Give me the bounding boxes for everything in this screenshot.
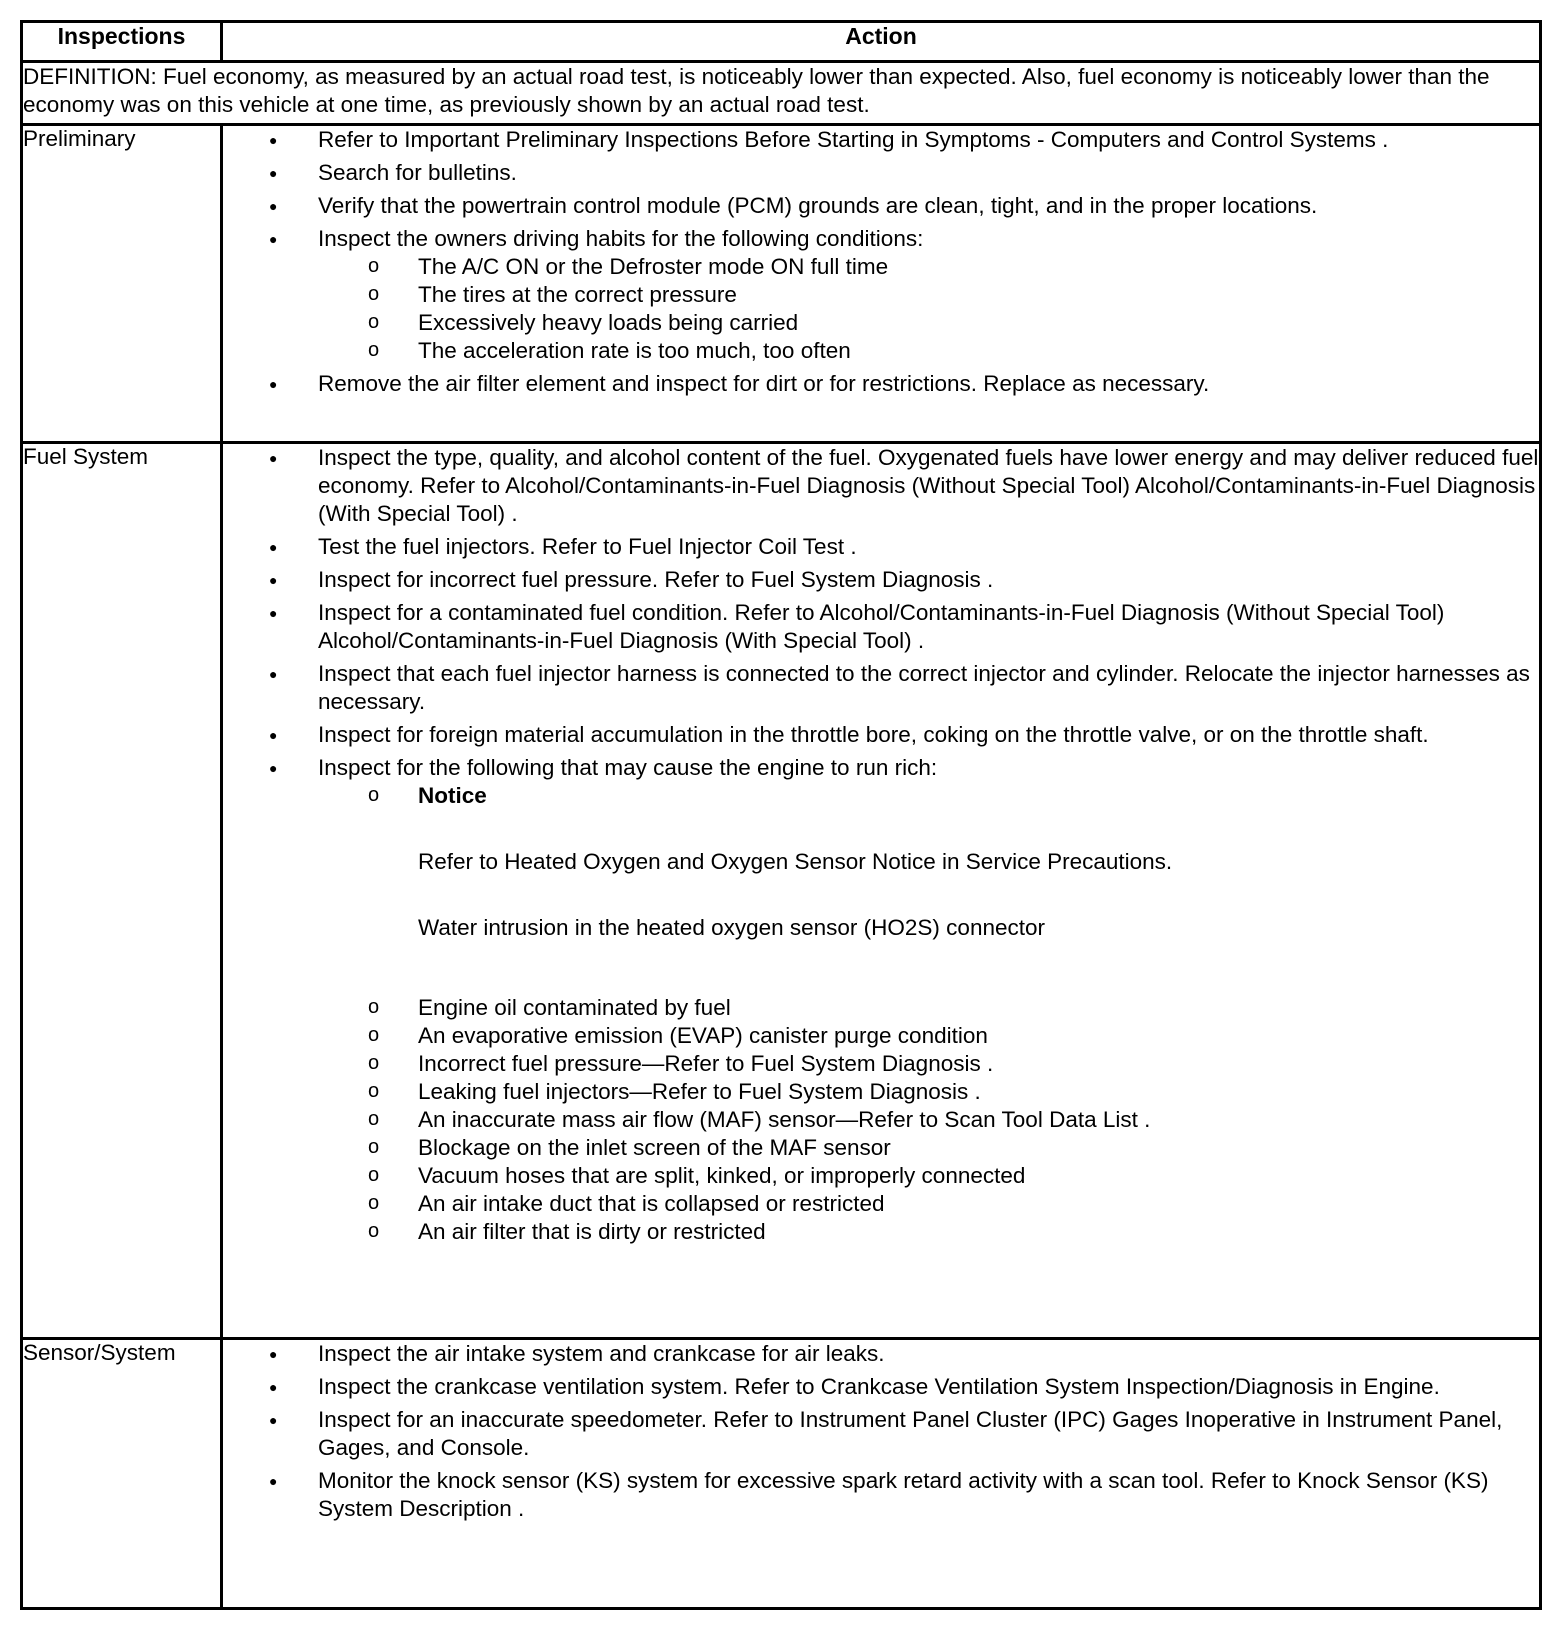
list-item: ● Inspect that each fuel injector harness is connected to the correct injector and cylinder. Relocate the injector harnesses as necessary. — [318, 660, 1539, 716]
sub-list-item: o Vacuum hoses that are split, kinked, or improperly connected — [418, 1162, 1539, 1190]
notice-condition: Water intrusion in the heated oxygen sensor (HO2S) connector — [418, 915, 1045, 940]
sub-list-item: o The A/C ON or the Defroster mode ON full time — [418, 253, 1539, 281]
sub-list — [318, 253, 1539, 365]
sub-list-item: o An air intake duct that is collapsed or restricted — [418, 1190, 1539, 1218]
sub-list-item: o Incorrect fuel pressure—Refer to Fuel System Diagnosis . — [418, 1050, 1539, 1078]
sub-list-item: o An evaporative emission (EVAP) canister purge condition — [418, 1022, 1539, 1050]
list-item — [318, 754, 1539, 1246]
list-item: ● Verify that the powertrain control module (PCM) grounds are clean, tight, and in the proper locations. — [318, 192, 1539, 220]
notice-item — [418, 782, 1539, 988]
sub-list-item: o Leaking fuel injectors—Refer to Fuel System Diagnosis . — [418, 1078, 1539, 1106]
header-row — [22, 22, 1541, 62]
list-item: ● Remove the air filter element and inspect for dirt or for restrictions. Replace as necessary. — [318, 370, 1539, 398]
bullet-list — [223, 1340, 1539, 1523]
notice-title: o Notice — [418, 783, 487, 808]
row-label-sensor-system: Sensor/System — [22, 1339, 222, 1609]
row-actions-fuel-system — [222, 443, 1541, 1339]
sub-list — [318, 782, 1539, 1246]
header-action: Action — [222, 22, 1541, 62]
list-item: ● Inspect for incorrect fuel pressure. Refer to Fuel System Diagnosis . — [318, 566, 1539, 594]
list-item-text: Inspect for the following that may cause the engine to run rich: — [318, 755, 938, 780]
notice-text: Refer to Heated Oxygen and Oxygen Sensor Notice in Service Precautions. — [418, 849, 1173, 874]
header-inspections: Inspections — [22, 22, 222, 62]
list-item: ● Inspect the type, quality, and alcohol content of the fuel. Oxygenated fuels have lower energy and may deliver reduced fuel economy. Refer to Alcohol/Contaminants-in-Fuel Diagnosis (Without Special Tool) Alcohol/Contaminants-in-Fuel Diagnosis (With Special Tool) . — [318, 444, 1539, 528]
list-item: ● Refer to Important Preliminary Inspections Before Starting in Symptoms - Computers and Control Systems . — [318, 126, 1539, 154]
definition-row — [22, 62, 1541, 125]
bullet-list — [223, 444, 1539, 1246]
definition-text: DEFINITION: Fuel economy, as measured by an actual road test, is noticeably lower than expected. Also, fuel economy is noticeably lower than the economy was on this vehicle at one time, as previously shown by an actual road test. — [22, 62, 1541, 125]
sub-list-item: o The acceleration rate is too much, too often — [418, 337, 1539, 365]
sub-list-item: o An air filter that is dirty or restricted — [418, 1218, 1539, 1246]
list-item: ● Inspect the crankcase ventilation system. Refer to Crankcase Ventilation System Inspection/Diagnosis in Engine. — [318, 1373, 1539, 1401]
row-actions-sensor-system — [222, 1339, 1541, 1609]
list-item: ● Inspect for a contaminated fuel condition. Refer to Alcohol/Contaminants-in-Fuel Diagnosis (Without Special Tool) Alcohol/Contaminants-in-Fuel Diagnosis (With Special Tool) . — [318, 599, 1539, 655]
diagnosis-table — [20, 20, 1542, 1610]
list-item: ● Inspect for an inaccurate speedometer. Refer to Instrument Panel Cluster (IPC) Gages Inoperative in Instrument Panel, Gages, and Console. — [318, 1406, 1539, 1462]
sub-list-item: o Engine oil contaminated by fuel — [418, 994, 1539, 1022]
list-item: ● Inspect for foreign material accumulation in the throttle bore, coking on the throttle valve, or on the throttle shaft. — [318, 721, 1539, 749]
row-actions-preliminary — [222, 125, 1541, 443]
list-item-text: Inspect the owners driving habits for the following conditions: — [318, 226, 924, 251]
list-item: ● Test the fuel injectors. Refer to Fuel Injector Coil Test . — [318, 533, 1539, 561]
bullet-list — [223, 126, 1539, 398]
sub-list-item: o Excessively heavy loads being carried — [418, 309, 1539, 337]
table-row — [22, 125, 1541, 443]
row-label-fuel-system: Fuel System — [22, 443, 222, 1339]
notice-body — [418, 810, 1539, 988]
list-item: ● Search for bulletins. — [318, 159, 1539, 187]
row-label-preliminary: Preliminary — [22, 125, 222, 443]
list-item: ● Monitor the knock sensor (KS) system for excessive spark retard activity with a scan tool. Refer to Knock Sensor (KS) System Description . — [318, 1467, 1539, 1523]
list-item — [318, 225, 1539, 365]
sub-list-item: o An inaccurate mass air flow (MAF) sensor—Refer to Scan Tool Data List . — [418, 1106, 1539, 1134]
list-item: ● Inspect the air intake system and crankcase for air leaks. — [318, 1340, 1539, 1368]
sub-list-item: o Blockage on the inlet screen of the MAF sensor — [418, 1134, 1539, 1162]
table-row — [22, 443, 1541, 1339]
table-row — [22, 1339, 1541, 1609]
sub-list-item: o The tires at the correct pressure — [418, 281, 1539, 309]
